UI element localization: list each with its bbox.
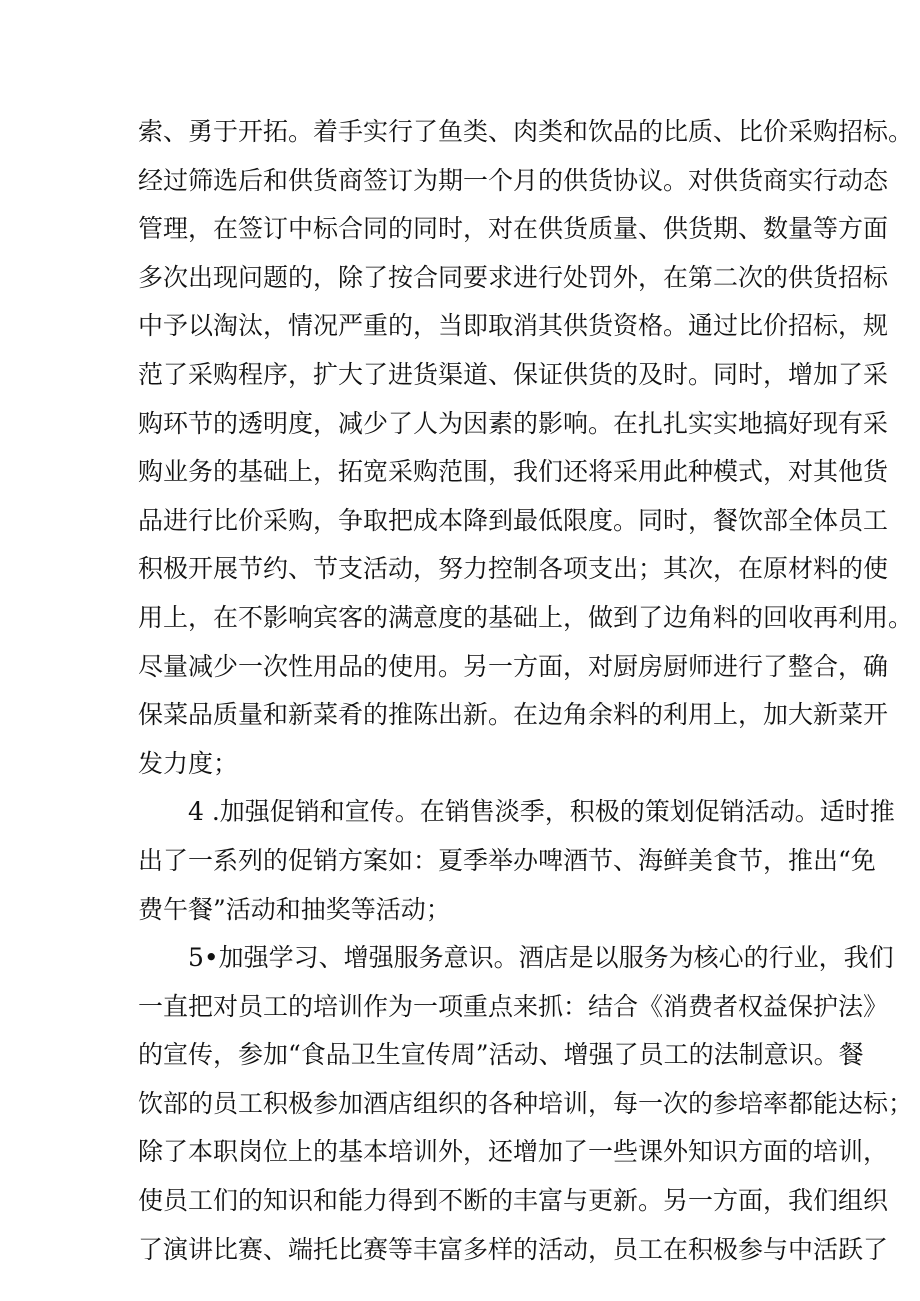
text-line: 保菜品质量和新菜肴的推陈出新。在边角余料的利用上，加大新菜开 (138, 700, 889, 730)
text-line: 一直把对员工的培训作为一项重点来抓：结合《消费者权益保护法》 (138, 991, 889, 1021)
text-line: 中予以淘汰，情况严重的，当即取消其供货资格。通过比价招标，规 (138, 311, 889, 341)
text-line: 多次出现问题的，除了按合同要求进行处罚外，在第二次的供货招标 (138, 262, 889, 292)
body-text (138, 108, 914, 1274)
text-line: 饮部的员工积极参加酒店组织的各种培训，每一次的参培率都能达标； (138, 1088, 914, 1118)
list-item-5-line: 5•加强学习、增强服务意识。酒店是以服务为核心的行业，我们 (188, 943, 894, 973)
text-line: 出了一系列的促销方案如：夏季举办啤酒节、海鲜美食节，推出“免 (138, 845, 876, 875)
text-line: 除了本职岗位上的基本培训外，还增加了一些课外知识方面的培训， (138, 1137, 889, 1167)
text-line: 用上，在不影响宾客的满意度的基础上，做到了边角料的回收再利用。 (138, 602, 914, 632)
text-line: 购环节的透明度，减少了人为因素的影响。在扎扎实实地搞好现有采 (138, 408, 889, 438)
text-line: 使员工们的知识和能力得到不断的丰富与更新。另一方面，我们组织 (138, 1186, 889, 1216)
text-line: 积极开展节约、节支活动，努力控制各项支出；其次，在原材料的使 (138, 554, 889, 584)
text-line: 索、勇于开拓。着手实行了鱼类、肉类和饮品的比质、比价采购招标。 (138, 117, 914, 146)
text-line: 发力度； (138, 748, 239, 778)
text-line: 尽量减少一次性用品的使用。另一方面，对厨房厨师进行了整合，确 (138, 651, 889, 681)
text-line: 经过筛选后和供货商签订为期一个月的供货协议。对供货商实行动态 (138, 165, 889, 195)
list-item-4-line: 4 .加强促销和宣传。在销售淡季，积极的策划促销活动。适时推 (188, 797, 895, 827)
text-line: 的宣传，参加“食品卫生宣传周”活动、增强了员工的法制意识。餐 (138, 1040, 864, 1070)
text-line: 购业务的基础上，拓宽采购范围，我们还将采用此种模式，对其他货 (138, 457, 889, 487)
text-line: 管理，在签订中标合同的同时，对在供货质量、供货期、数量等方面 (138, 214, 889, 244)
text-line: 范了采购程序，扩大了进货渠道、保证供货的及时。同时，增加了采 (138, 359, 889, 389)
text-line: 品进行比价采购，争取把成本降到最低限度。同时，餐饮部全体员工 (138, 505, 889, 535)
text-line: 费午餐”活动和抽奖等活动； (138, 894, 451, 924)
text-line: 了演讲比赛、端托比赛等丰富多样的活动，员工在积极参与中活跃了 (138, 1234, 889, 1264)
